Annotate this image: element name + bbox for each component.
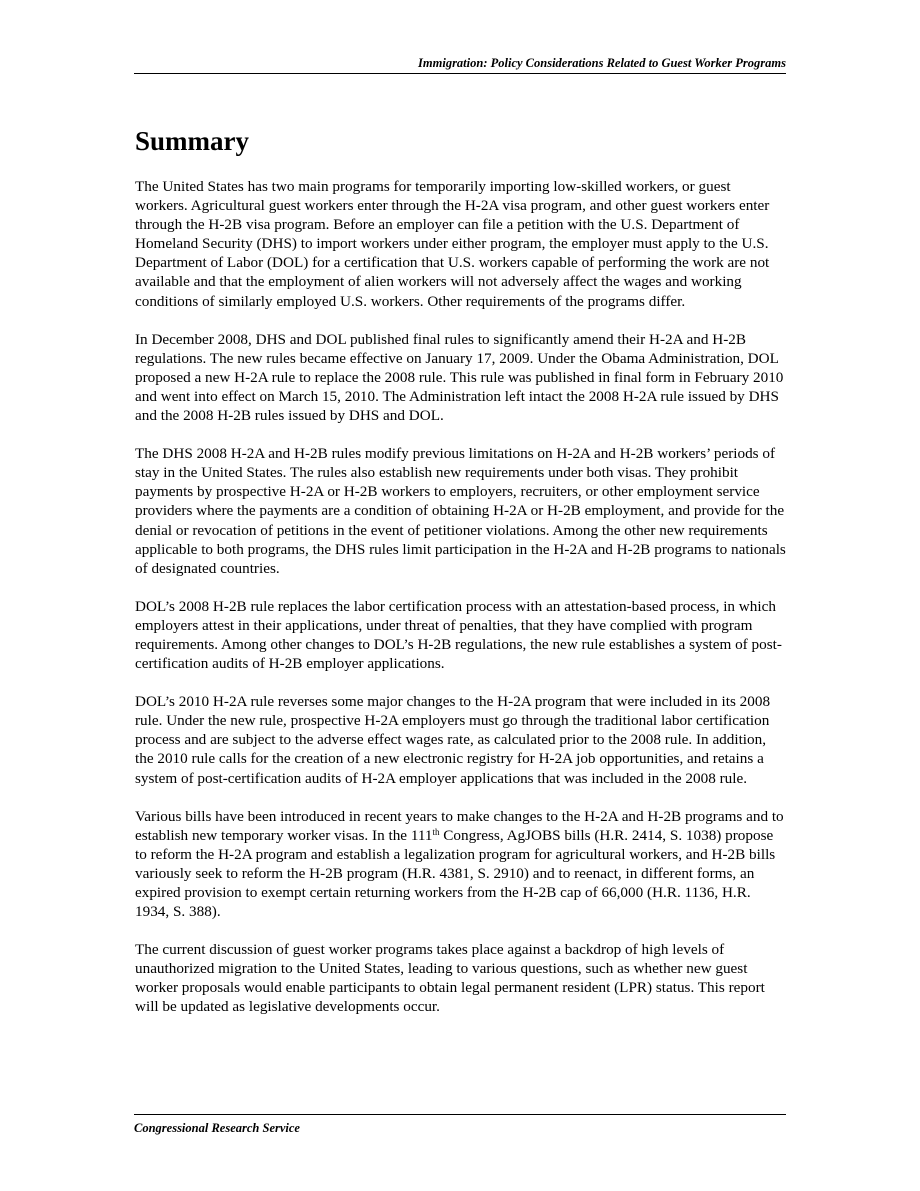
ordinal-superscript: th — [432, 826, 440, 837]
footer-source: Congressional Research Service — [134, 1121, 300, 1135]
running-header-title: Immigration: Policy Considerations Related to Guest Worker Programs — [418, 56, 786, 70]
bills-text-end: Congress, AgJOBS bills (H.R. 2414, S. 1038) propose to reform the H-2A program and establish a legalization program for agricultural workers, and H-2B bills variously seek to reform the H-2B program (H.R. 4381, S. 2910) and to reenact, in different forms, an expired provision to exempt certain returning workers from the H-2B cap of 66,000 (H.R. 1136, H.R. 1934, S. 388). — [135, 826, 776, 921]
paragraph-programs-overview: The United States has two main programs for temporarily importing low-skilled workers, or guest workers. Agricultural guest workers enter through the H-2A visa program, and other guest workers enter through the H-2B visa program. Before an employer can file a petition with the U.S. Department of Homeland Security (DHS) to import workers under either program, the employer must apply to the U.S. Department of Labor (DOL) for a certification that U.S. workers capable of performing the work are not available and that the employment of alien workers will not adversely affect the wages and working conditions of similarly employed U.S. workers. Other requirements of the programs differ. — [135, 178, 770, 310]
running-footer — [134, 1114, 786, 1135]
paragraph-dol-h2b-rule: DOL’s 2008 H-2B rule replaces the labor certification process with an attestation-based process, in which employers attest in their applications, under threat of penalties, that they have complied with program requirements. Among other changes to DOL’s H-2B regulations, the new rule establishes a system of post-certification audits of H-2B employer applications. — [135, 597, 782, 673]
paragraph-dol-h2a-rule: DOL’s 2010 H-2A rule reverses some major changes to the H-2A program that were included in its 2008 rule. Under the new rule, prospective H-2A employers must go through the traditional labor certification process and are subject to the adverse effect wages rate, as calculated prior to the 2008 rule. In addition, the 2010 rule calls for the creation of a new electronic registry for H-2A job opportunities, and retains a system of post-certification audits of H-2A employer applications that was included in the 2008 rule. — [135, 693, 771, 787]
paragraph-bills — [135, 807, 787, 922]
paragraph-2008-rules: In December 2008, DHS and DOL published final rules to significantly amend their H-2A and H-2B regulations. The new rules became effective on January 17, 2009. Under the Obama Administration, DOL proposed a new H-2A rule to replace the 2008 rule. This rule was published in final form in February 2010 and went into effect on March 15, 2010. The Administration left intact the 2008 H-2A rule issued by DHS and the 2008 H-2B rules issued by DHS and DOL. — [135, 330, 784, 425]
paragraph-closing: The current discussion of guest worker programs takes place against a backdrop of high levels of unauthorized migration to the United States, leading to various questions, such as whether new guest worker proposals would enable participants to obtain legal permanent resident (LPR) status. This report will be updated as legislative developments occur. — [135, 941, 765, 1016]
paragraph-dhs-rules: The DHS 2008 H-2A and H-2B rules modify previous limitations on H-2A and H-2B workers’ periods of stay in the United States. The rules also establish new requirements under both visas. They prohibit payments by prospective H-2A or H-2B workers to employers, recruiters, or other employment service providers where the payments are a condition of obtaining H-2A or H-2B employment, and provide for the denial or revocation of petitions in the event of petitioner violations. Among the other new requirements applicable to both programs, the DHS rules limit participation in the H-2A and H-2B programs to nationals of designated countries. — [135, 445, 786, 577]
bills-text-start: Various bills have been introduced in recent years to make changes to the H-2A and H-2B programs and to establish new temporary worker visas. In the 111 — [135, 807, 784, 844]
summary-body — [135, 177, 787, 1036]
page-title: Summary — [135, 126, 249, 156]
running-header — [134, 56, 786, 74]
